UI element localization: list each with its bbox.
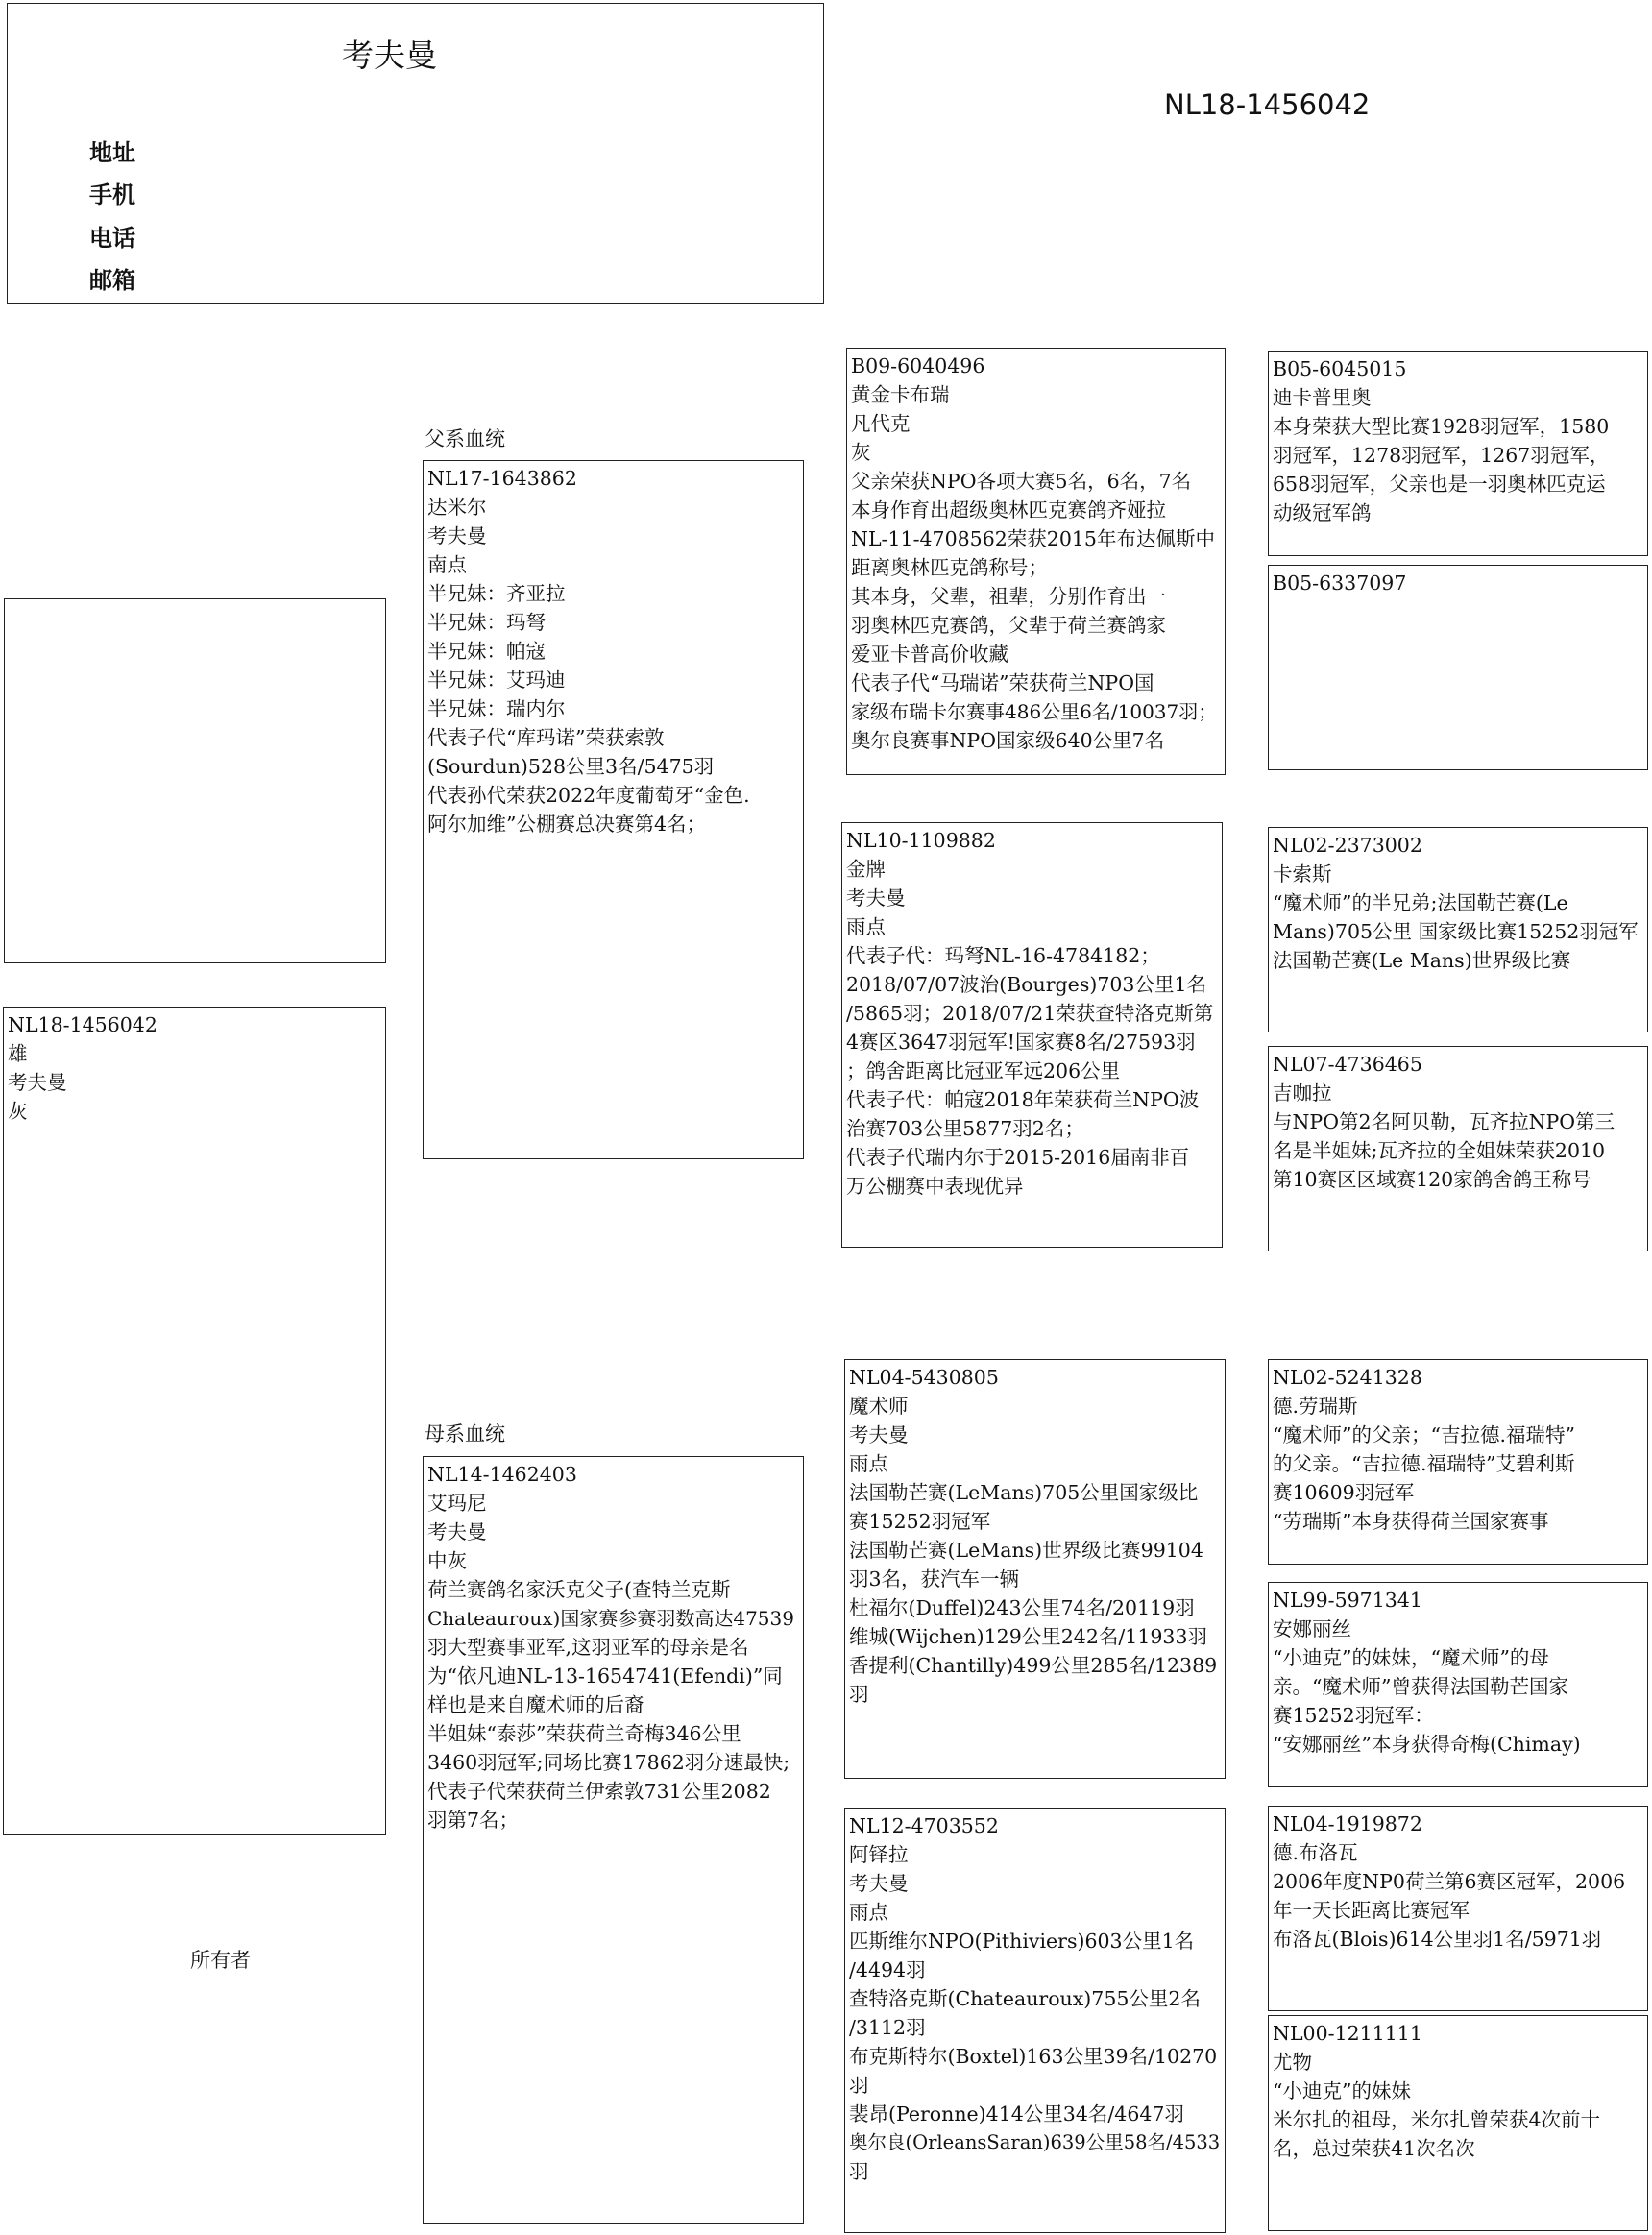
pedigree-line: 半兄妹：瑞内尔 [427,697,566,720]
pedigree-line: 卡索斯 [1273,862,1332,886]
pedigree-line: 香提利(Chantilly)499公里285名/12389 [849,1654,1218,1677]
pedigree-line: 年一天长距离比赛冠军 [1273,1899,1470,1922]
pedigree-line: 雨点 [849,1452,888,1475]
sire-sire-sire-cell [1268,351,1648,556]
pedigree-line: 奥尔良赛事NPO国家级640公里7名 [851,729,1165,752]
pedigree-line: 半兄妹：玛弩 [427,611,546,634]
ring-number: B05-6045015 [1273,357,1407,380]
pedigree-line: 法国勒芒赛(Le Mans)世界级比赛 [1273,949,1571,972]
pedigree-line: 考夫曼 [427,524,487,547]
pedigree-line: /4494羽 [849,1958,926,1981]
owner-label: 所有者 [190,1949,251,1972]
pedigree-line: (Sourdun)528公里3名/5475羽 [427,755,715,778]
pedigree-line: 考夫曼 [849,1872,909,1895]
sire-dam-dam-cell [1268,1046,1648,1251]
pedigree-line: /5865羽；2018/07/21荣获查特洛克斯第 [846,1002,1214,1025]
ring-number: NL18-1456042 [8,1013,158,1036]
pedigree-line: 家级布瑞卡尔赛事486公里6名/10037羽； [851,700,1218,723]
photo-box [4,598,386,963]
ring-number: NL99-5971341 [1273,1589,1422,1612]
pedigree-line: 布克斯特尔(Boxtel)163公里39名/10270 [849,2045,1218,2068]
pedigree-line: 米尔扎的祖母，米尔扎曾荣获4次前十 [1273,2108,1601,2131]
pedigree-line: “安娜丽丝”本身获得奇梅(Chimay) [1273,1733,1581,1756]
pedigree-line: 羽 [849,2074,869,2097]
pedigree-line: 布洛瓦(Blois)614公里羽1名/5971羽 [1273,1928,1602,1951]
contact-mobile-label: 手机 [89,182,135,208]
pedigree-line: 名，总过荣获41次名次 [1273,2137,1475,2160]
ring-number: NL07-4736465 [1273,1053,1422,1076]
pedigree-line: 南点 [427,553,467,576]
pedigree-line: 荷兰赛鸽名家沃克父子(查特兰克斯 [427,1578,731,1601]
ring-number: NL10-1109882 [846,829,996,852]
breeder-name: 考夫曼 [342,36,437,74]
pedigree-line: 2006年度NP0荷兰第6赛区冠军，2006 [1273,1870,1626,1893]
pedigree-line: 为“依凡迪NL-13-1654741(Efendi)”同 [427,1664,783,1688]
pedigree-line: 考夫曼 [846,887,906,910]
ring-number: NL02-5241328 [1273,1366,1422,1389]
pedigree-line: 代表子代：帕寇2018年荣获荷兰NPO波 [846,1088,1200,1111]
pedigree-line: 羽3名，获汽车一辆 [849,1567,1020,1591]
pedigree-line: 赛15252羽冠军： [1273,1704,1434,1727]
pedigree-line: 羽 [849,1683,869,1706]
ring-number: NL04-1919872 [1273,1812,1422,1835]
pedigree-line: 考夫曼 [8,1071,67,1094]
header-box [7,3,824,304]
ring-number: B05-6337097 [1273,571,1407,595]
pedigree-line: 2018/07/07波治(Bourges)703公里1名 [846,973,1207,996]
ring-number: B09-6040496 [851,354,985,377]
pedigree-line: 爱亚卡普高价收藏 [851,643,1008,666]
pedigree-line: 代表孙代荣获2022年度葡萄牙“金色. [427,784,750,807]
pedigree-line: 艾玛尼 [427,1492,487,1515]
pedigree-line: 尤物 [1273,2051,1312,2074]
contact-email-label: 邮箱 [89,267,135,294]
pedigree-line: 裴昂(Peronne)414公里34名/4647羽 [849,2102,1184,2126]
ring-number: NL00-1211111 [1273,2022,1422,2045]
contact-phone-label: 电话 [89,225,135,252]
dam-section-label: 母系血统 [425,1422,505,1445]
pedigree-line: 第10赛区区域赛120家鸽舍鸽王称号 [1273,1168,1591,1191]
pedigree-line: 父亲荣获NPO各项大赛5名，6名，7名 [851,470,1192,493]
pedigree-line: 赛15252羽冠军 [849,1510,991,1533]
dam-sire-sire-cell [1268,1359,1648,1565]
pedigree-line: 658羽冠军，父亲也是一羽奥林匹克运 [1273,473,1606,496]
dam-sire-cell [844,1359,1226,1779]
pedigree-line: 动级冠军鸽 [1273,501,1372,524]
pedigree-line: 羽奥林匹克赛鸽，父辈于荷兰赛鸽家 [851,614,1166,637]
pedigree-line: 羽大型赛事亚军,这羽亚军的母亲是名 [427,1636,749,1659]
sire-dam-sire-cell [1268,827,1648,1032]
pedigree-line: 法国勒芒赛(LeMans)世界级比赛99104 [849,1539,1203,1562]
pedigree-line: 金牌 [846,858,886,881]
ring-number: NL12-4703552 [849,1814,999,1837]
pedigree-line: 灰 [851,441,871,464]
pedigree-line: 与NPO第2名阿贝勒，瓦齐拉NPO第三 [1273,1110,1616,1133]
pedigree-line: 半兄妹：齐亚拉 [427,582,566,605]
pedigree-line: NL-11-4708562荣获2015年布达佩斯中 [851,527,1215,550]
pedigree-line: 代表子代“库玛诺”荣获索敦 [427,726,665,749]
pedigree-line: 法国勒芒赛(LeMans)705公里国家级比 [849,1481,1199,1504]
pedigree-line: 杜福尔(Duffel)243公里74名/20119羽 [849,1596,1195,1619]
pedigree-line: 凡代克 [851,412,911,435]
pedigree-line: 半兄妹：艾玛迪 [427,668,566,692]
dam-cell [423,1456,804,2224]
pedigree-line: 安娜丽丝 [1273,1617,1351,1640]
pedigree-line: 代表子代瑞内尔于2015-2016届南非百 [846,1146,1190,1169]
dam-sire-dam-cell [1268,1582,1648,1787]
pedigree-line: “魔术师”的父亲；“吉拉德.福瑞特” [1273,1423,1575,1446]
pedigree-line: “小迪克”的妹妹，“魔术师”的母 [1273,1646,1549,1669]
pedigree-line: 羽冠军，1278羽冠军，1267羽冠军， [1273,444,1610,467]
pedigree-line: 德.布洛瓦 [1273,1841,1358,1864]
pedigree-line: 雄 [8,1042,28,1065]
sire-cell [423,460,804,1159]
ring-number: NL14-1462403 [427,1463,577,1486]
pedigree-line: 本身作育出超级奥林匹克赛鸽齐娅拉 [851,498,1166,522]
pedigree-line: 半姐妹“泰莎”荣获荷兰奇梅346公里 [427,1722,741,1745]
pedigree-line: 雨点 [849,1901,888,1924]
pedigree-line: 吉咖拉 [1273,1081,1332,1105]
pedigree-line: 迪卡普里奥 [1273,386,1372,409]
pedigree-line: 代表子代“马瑞诺”荣获荷兰NPO国 [851,671,1154,694]
pedigree-line: 灰 [8,1100,28,1123]
pedigree-line: 治赛703公里5877羽2名； [846,1117,1084,1140]
pedigree-line: 赛10609羽冠军 [1273,1481,1415,1504]
pedigree-line: “劳瑞斯”本身获得荷兰国家赛事 [1273,1510,1549,1533]
pedigree-line: 本身荣获大型比赛1928羽冠军，1580 [1273,415,1610,438]
sire-sire-dam-cell [1268,565,1648,770]
pedigree-line: 匹斯维尔NPO(Pithiviers)603公里1名 [849,1930,1195,1953]
contact-address-label: 地址 [89,139,135,166]
pedigree-line: 阿铎拉 [849,1843,909,1866]
pedigree-line: Mans)705公里 国家级比赛15252羽冠军 [1273,920,1639,943]
pedigree-line: 达米尔 [427,496,487,519]
pedigree-line: 黄金卡布瑞 [851,383,950,406]
pedigree-line: 亲。“魔术师”曾获得法国勒芒国家 [1273,1675,1568,1698]
pedigree-line: 的父亲。“吉拉德.福瑞特”艾碧利斯 [1273,1452,1575,1475]
pedigree-line: 羽 [849,2160,869,2183]
pedigree-line: 代表子代：玛弩NL-16-4784182； [846,944,1160,967]
pedigree-line: “小迪克”的妹妹 [1273,2079,1411,2102]
ring-number: NL02-2373002 [1273,834,1422,857]
dam-dam-dam-cell [1268,2015,1648,2231]
pedigree-line: 3460羽冠军;同场比赛17862羽分速最快; [427,1751,790,1774]
pedigree-line: 其本身，父辈，祖辈，分别作育出一 [851,585,1166,608]
subject-cell [3,1007,386,1835]
pedigree-line: 万公棚赛中表现优异 [846,1175,1024,1198]
pedigree-line: 考夫曼 [849,1423,909,1446]
ring-number: NL04-5430805 [849,1366,999,1389]
pedigree-line: 半兄妹：帕寇 [427,640,546,663]
dam-dam-sire-cell [1268,1806,1648,2011]
pedigree-line: 羽第7名； [427,1809,520,1832]
pedigree-line: 维城(Wijchen)129公里242名/11933羽 [849,1625,1208,1648]
pedigree-line: 魔术师 [849,1395,909,1418]
pedigree-line: Chateauroux)国家赛参赛羽数高达47539 [427,1607,794,1630]
pedigree-line: 雨点 [846,915,886,938]
pedigree-line: 样也是来自魔术师的后裔 [427,1693,644,1716]
pedigree-line: 奥尔良(OrleansSaran)639公里58名/4533 [849,2131,1221,2153]
pedigree-line: 德.劳瑞斯 [1273,1395,1358,1418]
pedigree-line: 中灰 [427,1549,467,1572]
pedigree-line: /3112羽 [849,2016,926,2039]
sire-dam-cell [841,822,1223,1248]
pedigree-line: 名是半姐妹;瓦齐拉的全姐妹荣获2010 [1273,1139,1606,1162]
pedigree-line: “魔术师”的半兄弟;法国勒芒赛(Le [1273,891,1568,914]
dam-dam-cell [844,1808,1226,2233]
pedigree-line: 4赛区3647羽冠军!国家赛8名/27593羽 [846,1031,1196,1054]
pedigree-line: 阿尔加维”公棚赛总决赛第4名； [427,813,707,836]
ring-number: NL17-1643862 [427,467,577,490]
pedigree-line: 代表子代荣获荷兰伊索敦731公里2082 [427,1780,771,1803]
ring-number-header: NL18-1456042 [1164,88,1371,121]
pedigree-line: 距离奥林匹克鸽称号； [851,556,1048,579]
sire-sire-cell [846,348,1226,775]
pedigree-line: ；鸽舍距离比冠亚军远206公里 [846,1059,1121,1082]
pedigree-line: 考夫曼 [427,1520,487,1543]
pedigree-line: 查特洛克斯(Chateauroux)755公里2名 [849,1987,1201,2010]
sire-section-label: 父系血统 [425,427,505,450]
